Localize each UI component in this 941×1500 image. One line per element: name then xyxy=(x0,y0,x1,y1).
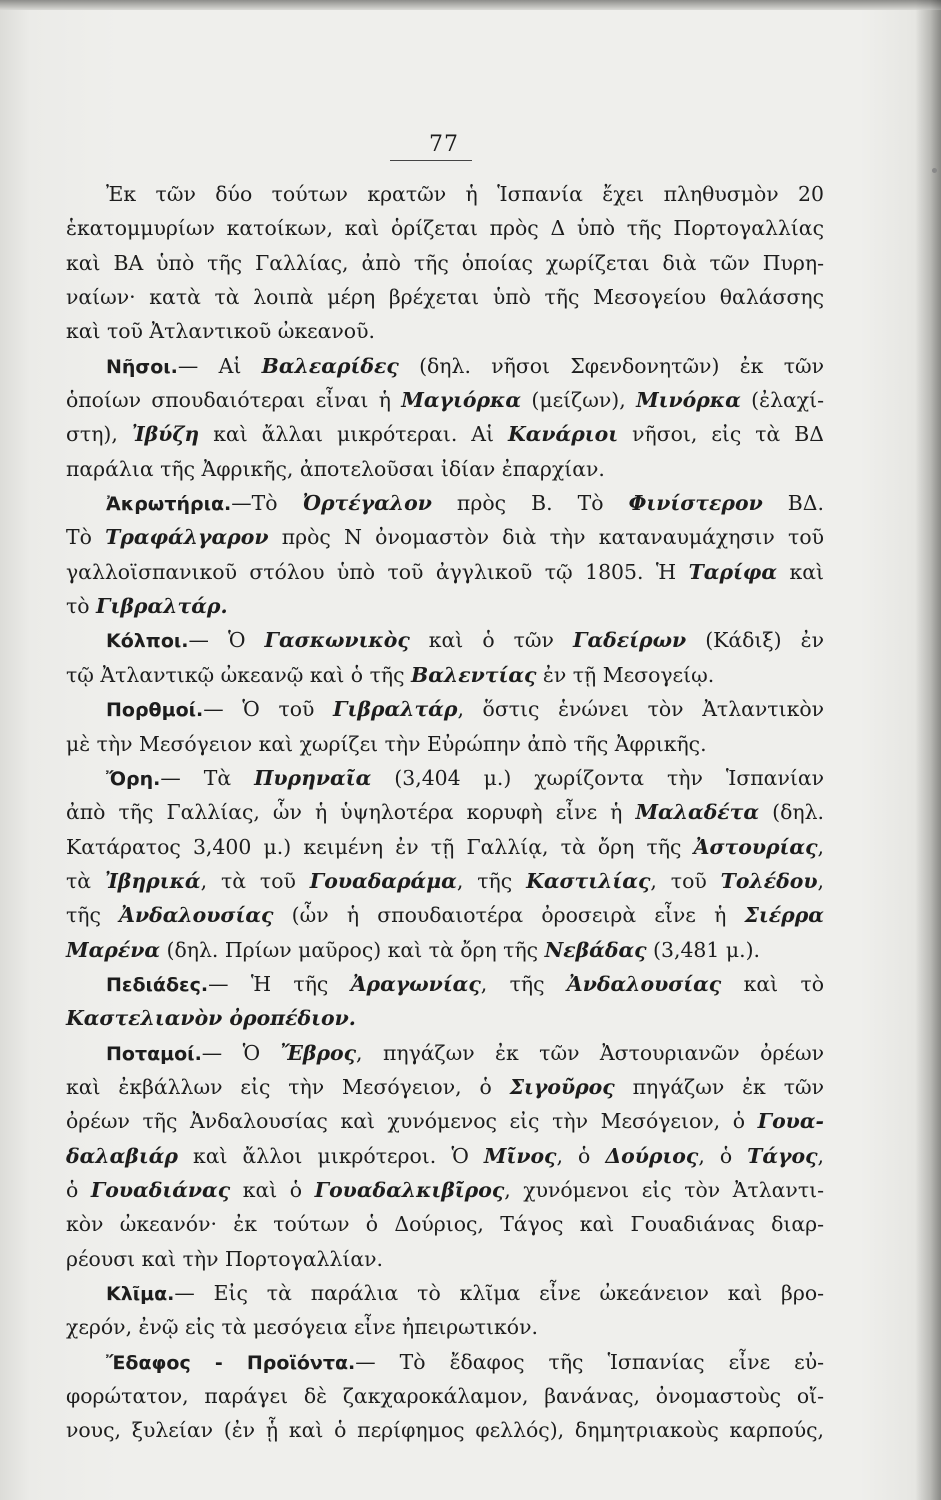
section-heading: Κόλποι. xyxy=(106,630,189,653)
text-run: πρὸς Ν ὀνομαστὸν διὰ τὴν καταναυμάχησιν τοῦ xyxy=(268,525,824,550)
text-run: , xyxy=(817,834,824,859)
emphasized-term: Καστελιανὸν ὀροπέδιον. xyxy=(66,1006,356,1031)
emphasized-term: Ἀνδαλουσίας xyxy=(566,971,722,996)
text-line xyxy=(66,555,824,589)
text-line xyxy=(66,211,824,245)
emphasized-term: Ὀρτέγαλον xyxy=(302,491,432,516)
text-line xyxy=(66,967,824,1001)
emphasized-term: Ἔβρος xyxy=(280,1040,357,1065)
text-run: — Ὁ xyxy=(201,1040,281,1065)
emphasized-term: Γασκωνικὸς xyxy=(264,628,410,653)
text-run: καὶ ΒΑ ὑπὸ τῆς Γαλλίας, ἀπὸ τῆς ὁποίας χωρίζεται διὰ τῶν Πυρη- xyxy=(66,250,824,275)
emphasized-term: Μινόρκα xyxy=(636,388,741,413)
emphasized-term: Βαλεαρίδες xyxy=(261,353,399,378)
text-run: τῆς xyxy=(66,903,120,928)
text-line xyxy=(66,314,824,348)
text-run: φορώτατον, παράγει δὲ ζακχαροκάλαμον, βανάνας, ὀνομαστοὺς οἴ- xyxy=(66,1384,824,1409)
text-run: (3,481 μ.). xyxy=(646,937,761,962)
text-line xyxy=(66,1413,824,1447)
text-run: Ἐκ τῶν δύο τούτων κρατῶν ἡ Ἱσπανία ἔχει πληθυσμὸν 20 xyxy=(106,182,824,206)
text-run: (δηλ. xyxy=(759,800,825,825)
text-run: , ὅστις ἑνώνει τὸν Ἀτλαντικὸν xyxy=(457,697,824,722)
text-run: Τὸ xyxy=(66,525,106,550)
text-run: , xyxy=(817,1143,824,1168)
text-run: πηγάζων ἐκ τῶν xyxy=(614,1074,824,1099)
text-line xyxy=(66,280,824,314)
text-run: ἀπὸ τῆς Γαλλίας, ὧν ἡ ὑψηλοτέρα κορυφὴ εἶνε ἡ xyxy=(66,800,636,825)
text-run: στη), xyxy=(66,422,132,447)
text-run: (ὧν ἡ σπουδαιοτέρα ὀροσειρὰ εἶνε ἡ xyxy=(273,903,745,928)
text-run: καὶ ἐκβάλλων εἰς τὴν Μεσόγειον, ὁ xyxy=(66,1074,510,1099)
text-run: χερόν, ἐνῷ εἰς τὰ μεσόγεια εἶνε ἠπειρωτικόν. xyxy=(66,1315,538,1340)
emphasized-term: Ἰβηρικά xyxy=(104,868,201,893)
text-run: ὁποίων σπουδαιότεραι εἶναι ἡ xyxy=(66,388,402,413)
emphasized-term: Ταρίφα xyxy=(688,559,778,584)
text-line xyxy=(66,349,824,383)
text-line xyxy=(66,830,824,864)
text-run: καὶ ἄλλαι μικρότεραι. Αἱ xyxy=(199,422,508,447)
text-run: ὁ xyxy=(66,1177,91,1202)
section-heading: Κλῖμα. xyxy=(106,1283,175,1305)
text-run: πρὸς Β. Τὸ xyxy=(431,491,629,516)
emphasized-term: Σιγοῦρος xyxy=(509,1074,615,1099)
page-number-rule xyxy=(390,160,472,161)
text-line xyxy=(66,177,824,211)
emphasized-term: Γιβραλτάρ xyxy=(333,697,458,722)
text-line xyxy=(66,486,824,520)
text-line xyxy=(66,1310,824,1344)
section-heading: Ἀκρωτήρια. xyxy=(106,493,232,516)
text-run: νῆσοι, εἰς τὰ ΒΔ xyxy=(618,422,824,447)
text-run: (ἐλαχί- xyxy=(740,388,824,413)
text-line xyxy=(66,1173,824,1207)
section-heading: Νῆσοι. xyxy=(106,355,178,378)
text-line xyxy=(66,383,824,417)
emphasized-term: Γιβραλτάρ. xyxy=(96,594,228,619)
text-line xyxy=(66,795,824,829)
emphasized-term: Κανάριοι xyxy=(507,422,619,447)
emphasized-term: Νεβάδας xyxy=(544,937,647,962)
page-number: 77 xyxy=(429,132,459,157)
section-heading: Ποταμοί. xyxy=(106,1042,202,1065)
text-line xyxy=(66,658,824,692)
text-line xyxy=(66,898,824,932)
text-line xyxy=(66,727,824,761)
text-line xyxy=(66,1036,824,1070)
page-top-shadow xyxy=(0,0,941,10)
text-line xyxy=(66,589,824,623)
text-run: (3,404 μ.) χωρίζοντα τὴν Ἱσπανίαν xyxy=(371,765,824,790)
text-line xyxy=(66,1139,824,1173)
text-run: ἑκατομμυρίων κατοίκων, καὶ ὁρίζεται πρὸς Δ ὑπὸ τῆς Πορτογαλλίας xyxy=(66,216,824,241)
text-run: , τὰ τοῦ xyxy=(200,868,310,893)
text-line xyxy=(66,1276,824,1310)
emphasized-term: Ἀραγωνίας xyxy=(350,971,481,996)
text-run: παράλια τῆς Ἀφρικῆς, ἀποτελοῦσαι ἰδίαν ἐπαρχίαν. xyxy=(66,456,605,481)
text-run: νους, ξυλείαν (ἐν ᾗ καὶ ὁ περίφημος φελλός), δημητριακοὺς καρπούς, xyxy=(66,1418,824,1443)
text-run: καὶ ἄλλοι μικρότεροι. Ὁ xyxy=(177,1143,484,1168)
text-line xyxy=(66,1379,824,1413)
text-line xyxy=(66,692,824,726)
emphasized-term: Μαλαδέτα xyxy=(635,800,760,825)
text-run: ὀρέων τῆς Ἀνδαλουσίας καὶ χυνόμενος εἰς τὴν Μεσόγειον, ὁ xyxy=(66,1109,758,1134)
emphasized-term: Γουαδιάνας xyxy=(90,1177,231,1202)
page-right-shadow xyxy=(915,0,941,1500)
text-line xyxy=(66,933,824,967)
emphasized-term: Ἰβύζη xyxy=(131,422,200,447)
text-line xyxy=(66,246,824,280)
text-run: (μείζων), xyxy=(521,388,637,413)
emphasized-term: Πυρηναῖα xyxy=(254,765,372,790)
text-run: — Τὰ xyxy=(160,765,255,790)
text-run: κὸν ὠκεανόν· ἐκ τούτων ὁ Δούριος, Τάγος καὶ Γουαδιάνας διαρ- xyxy=(66,1212,824,1237)
emphasized-term: Τολέδου xyxy=(720,868,818,893)
emphasized-term: Καστιλίας xyxy=(526,868,651,893)
text-line xyxy=(66,417,824,451)
text-run: τὰ xyxy=(66,868,105,893)
emphasized-term: Γουα- xyxy=(757,1109,824,1134)
body-text xyxy=(66,177,824,1448)
emphasized-term: Μαγιόρκα xyxy=(401,388,522,413)
emphasized-term: Ἀστουρίας xyxy=(693,834,818,859)
text-line xyxy=(66,1070,824,1104)
text-line xyxy=(66,1345,824,1379)
text-run: ρέουσι καὶ τὴν Πορτογαλλίαν. xyxy=(66,1246,384,1271)
text-run: γαλλοϊσπανικοῦ στόλου ὑπὸ τοῦ ἀγγλικοῦ τῷ 1805. Ἡ xyxy=(66,559,689,584)
text-run: καὶ τὸ xyxy=(721,971,825,996)
section-heading: Ἔδαφος - Προϊόντα. xyxy=(106,1351,356,1374)
text-run: (δηλ. νῆσοι Σφενδονητῶν) ἐκ τῶν xyxy=(398,353,824,378)
emphasized-term: Σιέρρα xyxy=(744,903,824,928)
emphasized-term: Τραφάλγαρον xyxy=(105,525,269,550)
text-run: Κατάρατος 3,400 μ.) κειμένη ἐν τῇ Γαλλίᾳ, τὰ ὄρη τῆς xyxy=(66,834,694,859)
text-run: — Αἱ xyxy=(177,353,262,378)
emphasized-term: Βαλεντίας xyxy=(410,662,537,687)
text-run: — Ὁ τοῦ xyxy=(203,697,334,722)
text-run: (Κάδιξ) ἐν xyxy=(686,628,824,653)
text-run: — Ἡ τῆς xyxy=(208,971,351,996)
text-run: μὲ τὴν Μεσόγειον καὶ χωρίζει τὴν Εὐρώπην ἀπὸ τῆς Ἀφρικῆς. xyxy=(66,731,707,756)
text-run: , χυνόμενοι εἰς τὸν Ἀτλαντι- xyxy=(504,1177,824,1202)
text-run: , xyxy=(817,868,824,893)
text-line xyxy=(66,623,824,657)
emphasized-term: Τάγος xyxy=(747,1143,818,1168)
text-run: , ὁ xyxy=(556,1143,606,1168)
text-run: — Εἰς τὰ παράλια τὸ κλῖμα εἶνε ὠκεάνειον καὶ βρο- xyxy=(174,1281,824,1305)
text-run: , τῆς xyxy=(456,868,527,893)
text-run: , τῆς xyxy=(480,971,567,996)
emphasized-term: Ἀνδαλουσίας xyxy=(119,903,274,928)
text-run: , ὁ xyxy=(698,1143,748,1168)
emphasized-term: δαλαβιάρ xyxy=(66,1143,178,1168)
emphasized-term: Φινίστερον xyxy=(628,491,763,516)
text-run: ΒΔ. xyxy=(762,491,824,516)
text-line xyxy=(66,1242,824,1276)
emphasized-term: Μῖνος xyxy=(483,1143,557,1168)
text-run: τῷ Ἀτλαντικῷ ὠκεανῷ καὶ ὁ τῆς xyxy=(66,662,411,687)
emphasized-term: Μαρένα xyxy=(66,937,161,962)
text-line xyxy=(66,864,824,898)
text-run: —Τὸ xyxy=(231,491,303,516)
text-run: (δηλ. Πρίων μαῦρος) καὶ τὰ ὄρη τῆς xyxy=(160,937,545,962)
text-line xyxy=(66,1104,824,1138)
section-heading: Πορθμοί. xyxy=(106,699,204,722)
text-line xyxy=(66,1207,824,1241)
text-run: καὶ xyxy=(777,559,824,584)
emphasized-term: Δούριος xyxy=(605,1143,699,1168)
paper-speck xyxy=(932,168,937,173)
text-run: — Ὁ xyxy=(188,628,265,653)
text-run: καὶ ὁ τῶν xyxy=(409,628,573,653)
emphasized-term: Γουαδαράμα xyxy=(309,868,457,893)
text-run: καὶ τοῦ Ἀτλαντικοῦ ὠκεανοῦ. xyxy=(66,319,375,344)
text-run: καὶ ὁ xyxy=(230,1177,315,1202)
text-run: , τοῦ xyxy=(650,868,721,893)
text-line xyxy=(66,761,824,795)
emphasized-term: Γαδείρων xyxy=(573,628,687,653)
section-heading: Ὄρη. xyxy=(106,767,161,790)
text-run: , πηγάζων ἐκ τῶν Ἀστουριανῶν ὀρέων xyxy=(356,1040,824,1065)
text-run: ἐν τῇ Μεσογείῳ. xyxy=(536,662,715,687)
text-line xyxy=(66,520,824,554)
emphasized-term: Γουαδαλκιβῖρος xyxy=(314,1177,505,1202)
text-run: — Τὸ ἔδαφος τῆς Ἱσπανίας εἶνε εὐ- xyxy=(355,1349,824,1374)
text-line xyxy=(66,1001,824,1035)
text-run: τὸ xyxy=(66,594,97,619)
text-run: ναίων· κατὰ τὰ λοιπὰ μέρη βρέχεται ὑπὸ τῆς Μεσογείου θαλάσσης xyxy=(66,285,824,310)
section-heading: Πεδιάδες. xyxy=(106,973,209,996)
text-line xyxy=(66,452,824,486)
